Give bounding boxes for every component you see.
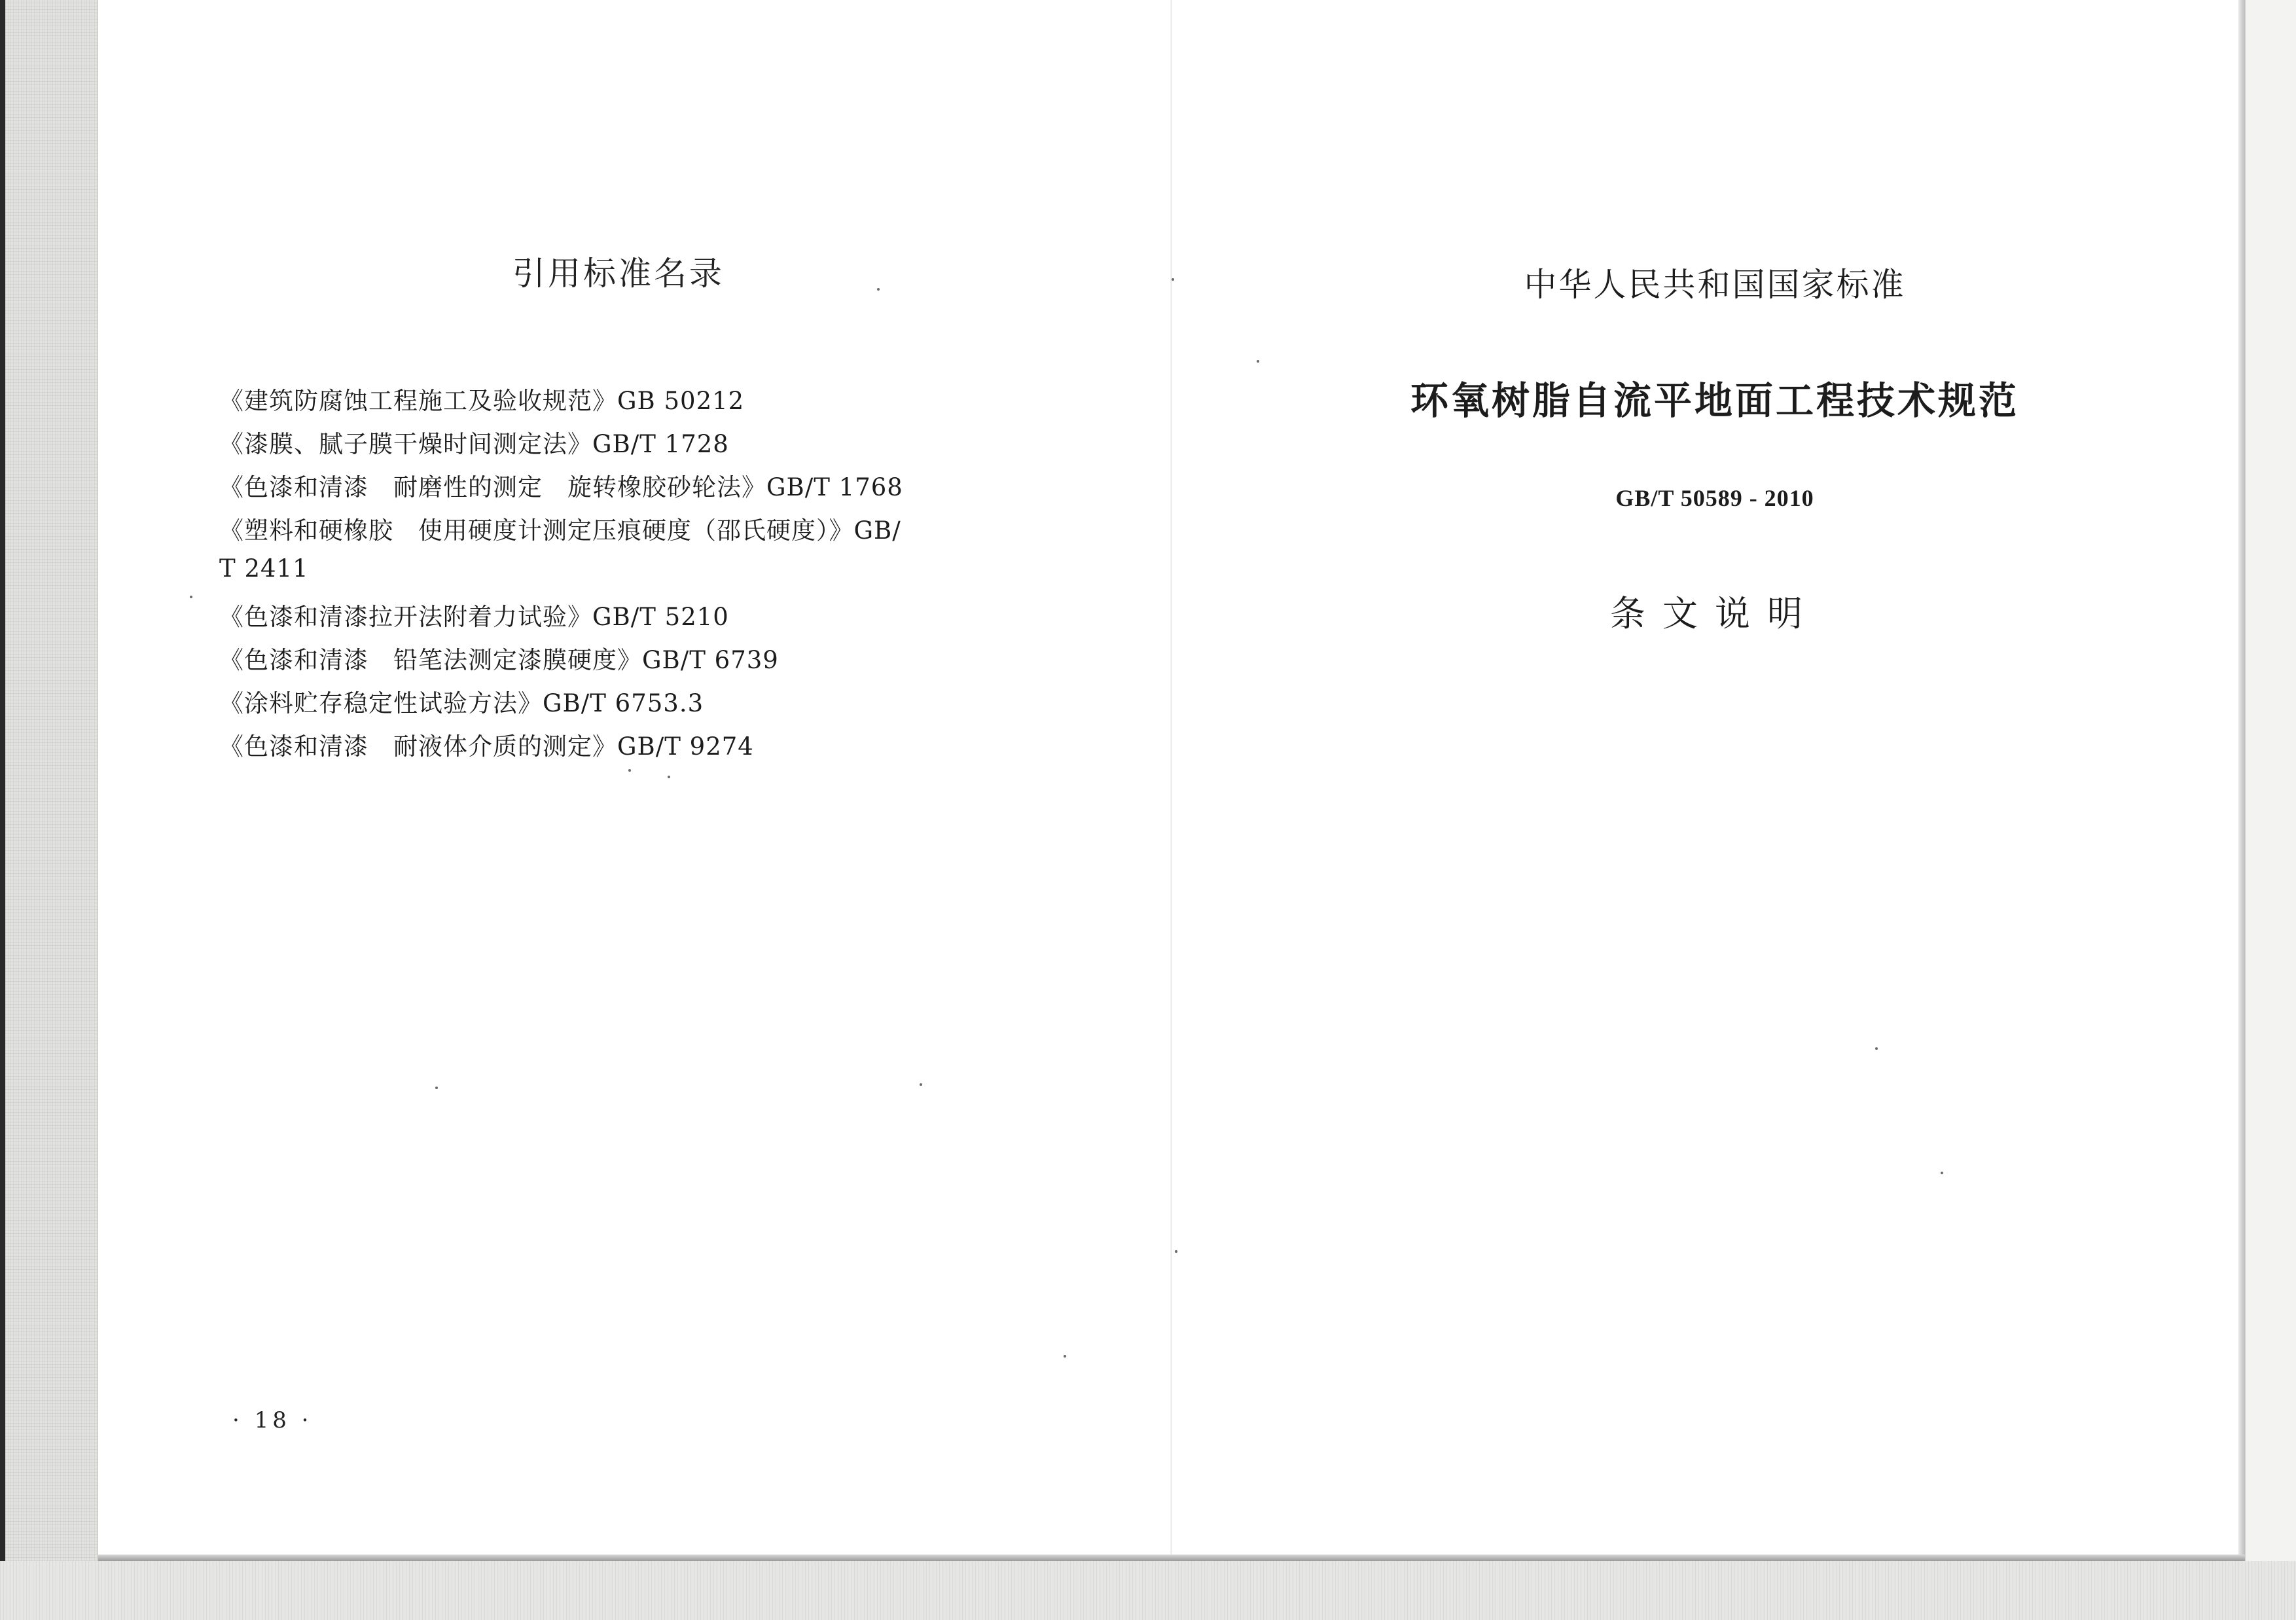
reference-item: 《漆膜、腻子膜干燥时间测定法》GB/T 1728 [219, 430, 729, 458]
scan-speck [920, 1083, 922, 1086]
reference-item: 《色漆和清漆 耐液体介质的测定》GB/T 9274 [219, 732, 754, 761]
scan-speck [1175, 1250, 1177, 1253]
reference-item: 《色漆和清漆 铅笔法测定漆膜硬度》GB/T 6739 [219, 646, 779, 674]
page-number: · 18 · [232, 1407, 313, 1433]
reference-item-continuation: T 2411 [219, 554, 309, 583]
scan-speck [190, 596, 192, 598]
scan-speck [1064, 1355, 1066, 1358]
scan-speck [1257, 360, 1259, 363]
page-bottom-edge [98, 1555, 2245, 1561]
left-page-title: 引用标准名录 [512, 255, 725, 293]
scan-speck [1875, 1047, 1878, 1050]
book-gutter [1170, 0, 1172, 1561]
reference-item: 《塑料和硬橡胶 使用硬度计测定压痕硬度（邵氏硬度）》GB/ [219, 516, 901, 545]
reference-item: 《建筑防腐蚀工程施工及验收规范》GB 50212 [219, 387, 745, 415]
scan-speck [628, 769, 631, 772]
reference-item: 《涂料贮存稳定性试验方法》GB/T 6753.3 [219, 689, 704, 717]
page-right-edge [2238, 0, 2245, 1561]
reference-item: 《色漆和清漆 耐磨性的测定 旋转橡胶砂轮法》GB/T 1768 [219, 473, 903, 501]
section-title: 条文说明 [1610, 593, 1820, 634]
binding-shadow [0, 0, 5, 1620]
scan-speck [1172, 278, 1174, 281]
scan-speck [435, 1087, 438, 1089]
scan-speck [877, 288, 880, 291]
reference-item: 《色漆和清漆拉开法附着力试验》GB/T 5210 [219, 603, 729, 631]
standard-heading: 中华人民共和国国家标准 [1524, 266, 1906, 304]
standard-code: GB/T 50589 - 2010 [1615, 485, 1814, 511]
standard-title: 环氧树脂自流平地面工程技术规范 [1410, 378, 2019, 423]
scanner-left-edge [0, 0, 98, 1620]
scan-speck [1941, 1172, 1943, 1174]
scanner-bottom-edge [0, 1561, 2296, 1620]
scan-speck [668, 776, 670, 778]
reference-list [219, 380, 1024, 768]
